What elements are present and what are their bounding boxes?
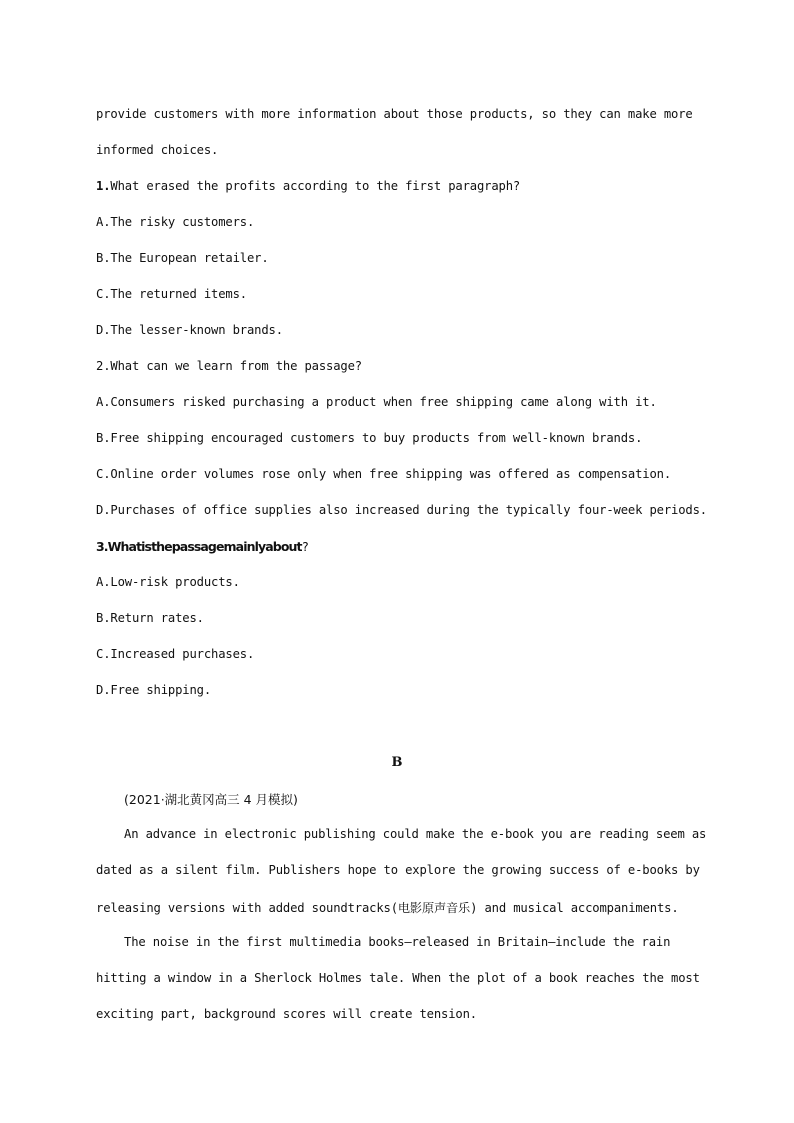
question-text: What can we learn from the passage? [110, 359, 362, 373]
question-text: Whatisthepassagemainlyabout [107, 539, 302, 554]
question-3-option-a: A.Low-risk products. [96, 575, 240, 589]
passage-b-text-line: releasing versions with added soundtracks(电影原声音乐) and musical accompaniments. [96, 901, 679, 915]
question-number: 1. [96, 179, 111, 193]
question-2-stem [96, 359, 362, 373]
question-mark: ? [301, 540, 309, 554]
question-2-option-b: B.Free shipping encouraged customers to buy products from well-known brands. [96, 431, 643, 445]
passage-b-text-line: hitting a window in a Sherlock Holmes tale. When the plot of a book reaches the most [96, 971, 700, 985]
question-2-option-d: D.Purchases of office supplies also increased during the typically four-week periods. [96, 503, 707, 517]
section-title: B [391, 755, 403, 770]
question-1-stem [96, 179, 520, 193]
question-1-option-d: D.The lesser-known brands. [96, 323, 283, 337]
passage-a-text-line: informed choices. [96, 143, 219, 157]
question-3-option-d: D.Free shipping. [96, 683, 211, 697]
passage-b-text-line: dated as a silent film. Publishers hope to explore the growing success of e-books by [96, 863, 700, 877]
passage-a-text-line: provide customers with more information about those products, so they can make more [96, 107, 693, 121]
passage-b-text-line: The noise in the first multimedia books—released in Britain—include the rain [124, 935, 671, 949]
question-3-option-b: B.Return rates. [96, 611, 204, 625]
question-2-option-a: A.Consumers risked purchasing a product when free shipping came along with it. [96, 395, 657, 409]
question-1-option-b: B.The European retailer. [96, 251, 269, 265]
passage-source: (2021·湖北黄冈高三 4 月模拟) [124, 792, 298, 807]
question-2-option-c: C.Online order volumes rose only when free shipping was offered as compensation. [96, 467, 671, 481]
question-1-option-a: A.The risky customers. [96, 215, 255, 229]
question-1-option-c: C.The returned items. [96, 287, 247, 301]
question-3-stem [96, 539, 309, 554]
question-text: What erased the profits according to the first paragraph? [110, 179, 521, 193]
passage-b-text-line: exciting part, background scores will create tension. [96, 1007, 477, 1021]
question-3-option-c: C.Increased purchases. [96, 647, 255, 661]
passage-b-text-line: An advance in electronic publishing could make the e-book you are reading seem as [124, 827, 707, 841]
question-number: 3. [96, 539, 108, 554]
question-number: 2. [96, 359, 111, 373]
